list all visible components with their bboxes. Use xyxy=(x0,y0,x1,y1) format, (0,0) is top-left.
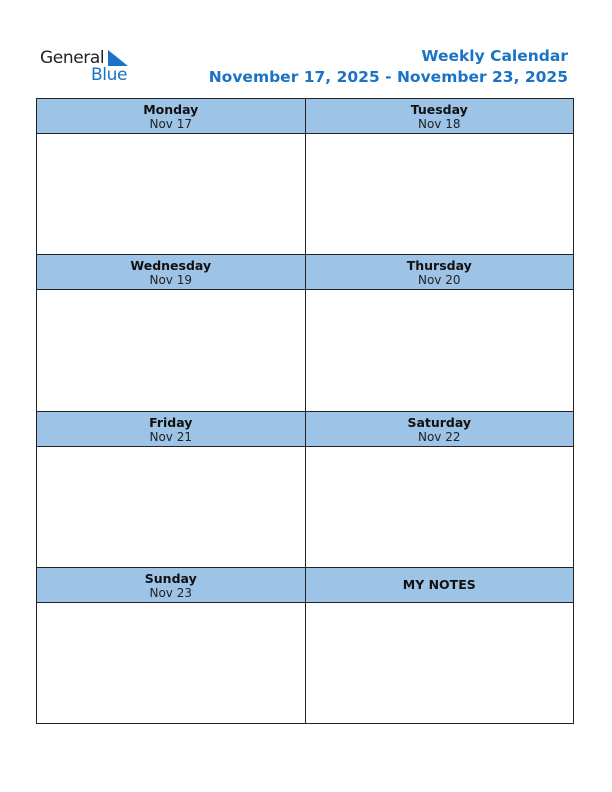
day-writing-area xyxy=(306,134,574,254)
logo-flag-icon xyxy=(108,50,128,66)
day-header xyxy=(306,412,574,447)
day-writing-area xyxy=(37,447,305,567)
day-header xyxy=(306,255,574,290)
day-date: Nov 17 xyxy=(149,117,192,131)
notes-writing-area xyxy=(306,603,574,723)
notes-header xyxy=(306,568,574,603)
day-name: Monday xyxy=(143,102,199,117)
day-date: Nov 23 xyxy=(149,585,192,600)
day-header xyxy=(37,255,305,290)
day-date: Nov 22 xyxy=(417,429,461,444)
day-cell-tuesday xyxy=(306,99,575,255)
day-date: Nov 20 xyxy=(417,273,461,288)
notes-cell xyxy=(306,568,575,724)
day-cell-friday xyxy=(37,412,306,568)
day-name: Thursday xyxy=(406,258,472,274)
notes-label: MY NOTES xyxy=(402,576,476,592)
day-header xyxy=(37,99,305,134)
day-header xyxy=(306,99,574,134)
day-cell-sunday xyxy=(37,568,306,724)
day-name: Sunday xyxy=(144,570,197,586)
day-writing-area xyxy=(306,447,574,567)
logo-word-blue: Blue xyxy=(91,65,128,85)
day-writing-area xyxy=(37,134,305,254)
week-grid xyxy=(36,98,574,724)
day-header xyxy=(37,568,305,603)
day-name: Friday xyxy=(149,414,193,430)
day-writing-area xyxy=(37,603,305,723)
day-cell-thursday xyxy=(306,255,575,411)
date-range: November 17, 2025 - November 23, 2025 xyxy=(208,68,568,86)
generalblue-logo xyxy=(40,46,140,86)
day-date: Nov 18 xyxy=(417,117,461,131)
day-name: Wednesday xyxy=(130,258,212,274)
day-name: Tuesday xyxy=(410,102,468,117)
calendar-title: Weekly Calendar xyxy=(421,47,568,65)
day-writing-area xyxy=(37,290,305,410)
day-name: Saturday xyxy=(407,414,472,430)
day-cell-saturday xyxy=(306,412,575,568)
day-header xyxy=(37,412,305,447)
logo-word-general: General xyxy=(40,48,105,68)
day-cell-monday xyxy=(37,99,306,255)
day-date: Nov 19 xyxy=(149,273,192,288)
day-writing-area xyxy=(306,290,574,410)
day-date: Nov 21 xyxy=(149,429,192,444)
day-cell-wednesday xyxy=(37,255,306,411)
calendar-header xyxy=(209,46,568,88)
